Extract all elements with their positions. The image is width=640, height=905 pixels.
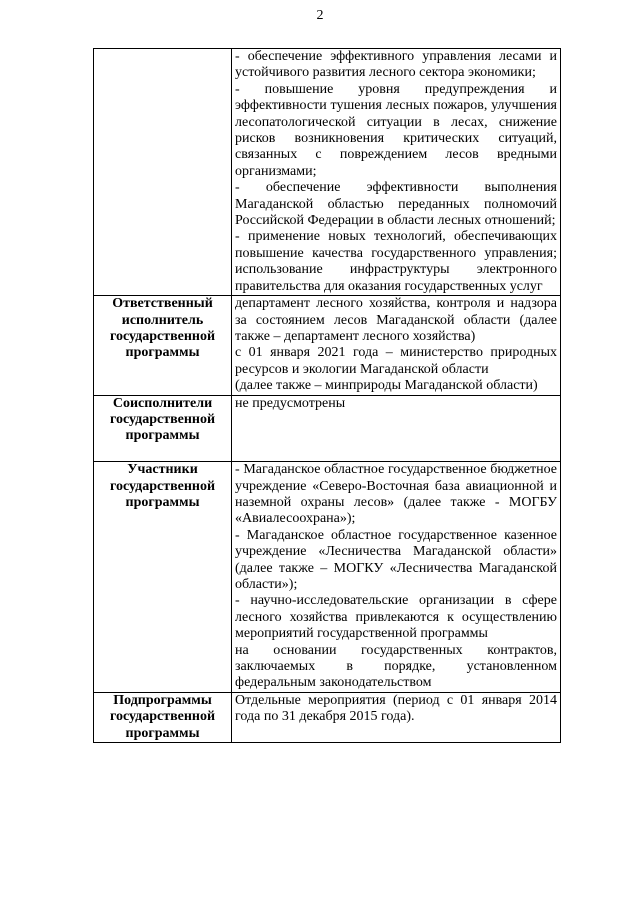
table-row bbox=[94, 49, 561, 296]
participant-paragraph: - Магаданское областное государственное бюджетное учреждение «Северо-Восточная база авиационной и наземной охраны лесов» (далее также - МОГБУ «Авиалесоохрана»); bbox=[235, 462, 557, 527]
table-row bbox=[94, 692, 561, 742]
goal-paragraph: - обеспечение эффективности выполнения Магаданской областью переданных полномочий Российской Федерации в области лесных отношений; bbox=[235, 180, 557, 229]
co-executors-label: Соисполнители государственной программы bbox=[94, 395, 232, 462]
participants-label: Участники государственной программы bbox=[94, 462, 232, 693]
participant-paragraph: на основании государственных контрактов, заключаемых в порядке, установленном федеральным законодательством bbox=[235, 642, 557, 691]
executor-paragraph: (далее также – минприроды Магаданской области) bbox=[235, 378, 538, 394]
responsible-executor-label: Ответственный исполнитель государственной программы bbox=[94, 296, 232, 395]
row-label-empty bbox=[94, 49, 232, 296]
subprograms-cell bbox=[232, 692, 561, 742]
table-row bbox=[94, 296, 561, 395]
goal-paragraph: - обеспечение эффективного управления лесами и устойчивого развития лесного сектора экономики; bbox=[235, 49, 557, 81]
subprograms-label: Подпрограммы государственной программы bbox=[94, 692, 232, 742]
goal-paragraph: - применение новых технологий, обеспечивающих повышение качества государственного управления; использование инфраструктуры электронного правительства для оказания государственных услуг bbox=[235, 229, 557, 294]
program-passport-table bbox=[93, 48, 561, 743]
participants-cell bbox=[232, 462, 561, 693]
table-row bbox=[94, 395, 561, 462]
table-row bbox=[94, 462, 561, 693]
participant-paragraph: - Магаданское областное государственное казенное учреждение «Лесничества Магаданской области» (далее также – МОГКУ «Лесничества Магаданской области»); bbox=[235, 527, 557, 592]
responsible-executor-cell bbox=[232, 296, 561, 395]
co-executors-paragraph: не предусмотрены bbox=[235, 395, 346, 411]
goals-cell bbox=[232, 49, 561, 296]
participant-paragraph: - научно-исследовательские организации в сфере лесного хозяйства привлекаются к осуществлению мероприятий государственной программы bbox=[235, 593, 557, 642]
executor-paragraph: с 01 января 2021 года – министерство природных ресурсов и экологии Магаданской области bbox=[235, 345, 557, 377]
subprogram-paragraph: Отдельные мероприятия (период с 01 января 2014 года по 31 декабря 2015 года). bbox=[235, 692, 557, 725]
goal-paragraph: - повышение уровня предупреждения и эффективности тушения лесных пожаров, улучшения лесопатологической ситуации в лесах, снижение рисков возникновения критических ситуаций, связанных с повреждением лесов вредными организмами; bbox=[235, 81, 557, 179]
page-number: 2 bbox=[316, 8, 324, 23]
executor-paragraph: департамент лесного хозяйства, контроля и надзора за состоянием лесов Магаданской области (далее также – департамент лесного хозяйства) bbox=[235, 296, 557, 344]
co-executors-cell bbox=[232, 395, 561, 462]
